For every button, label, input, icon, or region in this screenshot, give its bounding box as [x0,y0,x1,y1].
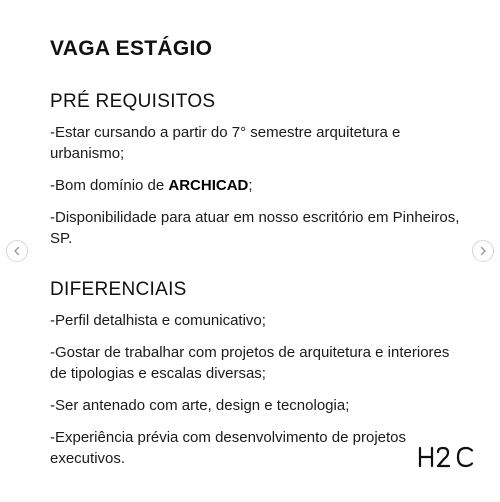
list-item-text: -Bom domínio de [50,176,169,194]
list-item: -Gostar de trabalhar com projetos de arquitetura e interiores de tipologias e escalas diversas; [50,343,450,382]
h2c-logo-mark [418,445,476,469]
list-item: -Ser antenado com arte, design e tecnologia; [50,396,350,414]
list-item [50,175,470,196]
chevron-left-icon [12,246,22,256]
list-item: -Perfil detalhista e comunicativo; [50,311,266,329]
section-heading-diferenciais: DIFERENCIAIS [50,278,187,300]
list-item-text: ; [248,176,253,194]
carousel-prev-button[interactable] [6,240,28,262]
list-item: -Disponibilidade para atuar em nosso escritório em Pinheiros, SP. [50,208,460,247]
chevron-right-icon [478,246,488,256]
post-content [50,36,470,480]
post-title: VAGA ESTÁGIO [50,37,213,60]
list-item: -Experiência prévia com desenvolvimento de projetos executivos. [50,428,407,467]
carousel-next-button[interactable] [472,240,494,262]
diferenciais-list [50,310,470,469]
list-item-bold-text: ARCHICAD [168,176,249,194]
requisitos-list [50,122,470,249]
h2c-logo [418,445,476,474]
section-heading-requisitos: PRÉ REQUISITOS [50,91,216,113]
list-item: -Estar cursando a partir do 7° semestre arquitetura e urbanismo; [50,123,401,162]
